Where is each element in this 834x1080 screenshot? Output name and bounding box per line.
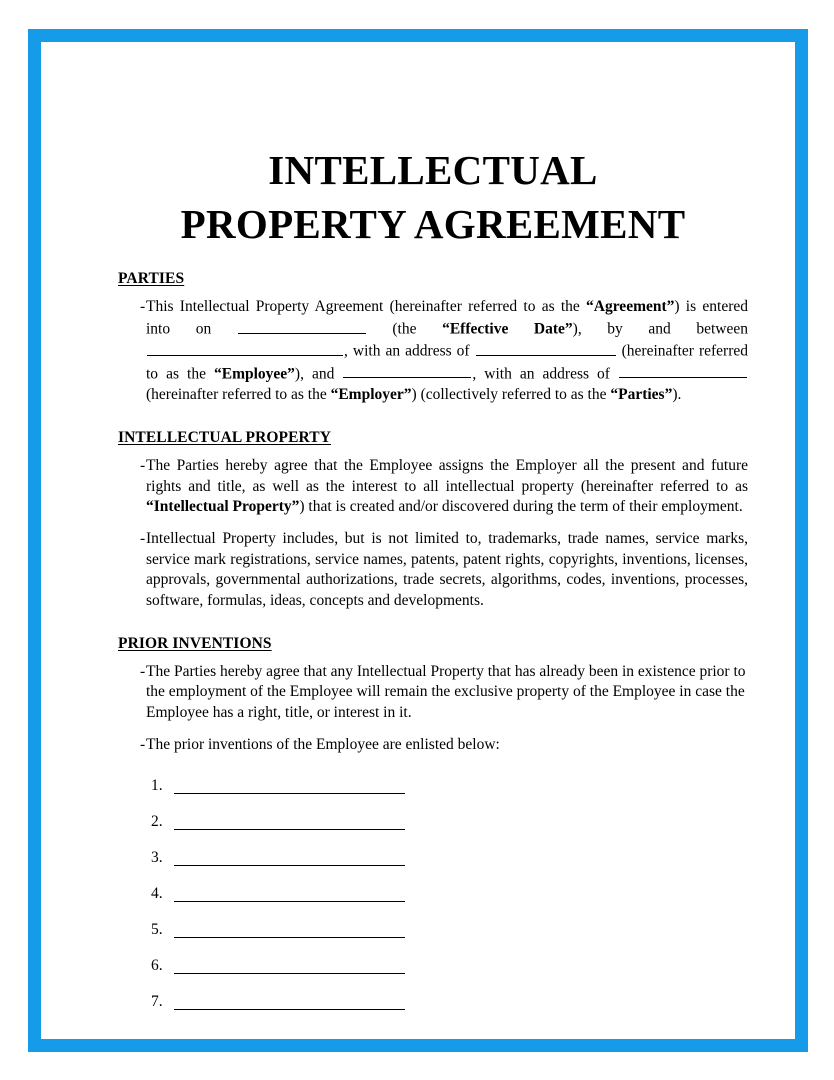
bullet-marker: - (140, 662, 146, 680)
defined-term: “Intellectual Property” (146, 498, 300, 516)
list-item (118, 988, 748, 1010)
bullet-text: Intellectual Property includes, but is not limited to, trademarks, trade names, service marks, service mark registrations, service names, patents, patent rights, copyrights, inventions, licenses, approvals, governmental authorizations, trade secrets, algorithms, codes, inventions, processes, software, formulas, ideas, concepts and developments. (146, 529, 748, 609)
list-item-number: 4. (151, 885, 163, 903)
section-heading-row (118, 429, 748, 447)
bullet-marker: - (140, 529, 146, 547)
fill-in-blank[interactable] (619, 363, 747, 379)
list-item (118, 880, 748, 902)
section-heading: PRIOR INVENTIONS (118, 634, 272, 652)
list-item-number: 3. (151, 849, 163, 867)
list-item-number: 7. (151, 993, 163, 1011)
list-item-number: 6. (151, 957, 163, 975)
list-item-blank-line[interactable] (174, 958, 405, 974)
bullet-paragraph (118, 662, 748, 724)
bullet-text: This Intellectual Property Agreement (hereinafter referred to as the “Agreement”) is entered into on (the “Effective Date”), by and between , with an address of (hereinafter referred to as the “Employee”), and , with an address of (hereinafter referred to as the “Employer”) (collectively referred to as the “Parties”). (146, 298, 748, 404)
bullet-paragraph (118, 735, 748, 756)
section-heading-row (118, 635, 748, 653)
defined-term: “Employee” (213, 365, 295, 383)
document-sheet (41, 42, 795, 1039)
fill-in-blank[interactable] (238, 318, 366, 334)
prior-inventions-list (118, 772, 748, 1010)
defined-term: “Agreement” (586, 298, 675, 316)
list-item-blank-line[interactable] (174, 778, 405, 794)
title-spacer (118, 251, 748, 270)
bullet-paragraph (118, 297, 748, 406)
section-heading: PARTIES (118, 270, 185, 288)
section-heading: INTELLECTUAL PROPERTY (118, 428, 331, 446)
document-body (118, 143, 748, 1024)
list-item-number: 2. (151, 813, 163, 831)
fill-in-blank[interactable] (343, 363, 471, 379)
defined-term: “Effective Date” (442, 320, 573, 338)
document-sections (118, 270, 748, 1010)
list-item (118, 916, 748, 938)
bullet-text: The prior inventions of the Employee are enlisted below: (146, 735, 500, 753)
list-item-blank-line[interactable] (174, 886, 405, 902)
section-spacer (118, 623, 748, 635)
list-item-blank-line[interactable] (174, 814, 405, 830)
list-item (118, 808, 748, 830)
fill-in-blank[interactable] (147, 340, 343, 356)
list-item-number: 5. (151, 921, 163, 939)
list-item-number: 1. (151, 777, 163, 795)
section-heading-row (118, 270, 748, 288)
bullet-marker: - (140, 735, 146, 753)
list-item (118, 772, 748, 794)
fill-in-blank[interactable] (476, 340, 616, 356)
bullet-text: The Parties hereby agree that the Employee assigns the Employer all the present and future rights and title, as well as the interest to all intellectual property (hereinafter referred to as “Intellectual Property”) that is created and/or discovered during the term of their employment. (146, 456, 748, 516)
section-spacer (118, 417, 748, 429)
defined-term: “Employer” (330, 386, 412, 404)
bullet-text: The Parties hereby agree that any Intellectual Property that has already been in existence prior to the employment of the Employee will remain the exclusive property of the Employee in case the Employee has a right, title, or interest in it. (146, 662, 746, 721)
list-item (118, 844, 748, 866)
list-item-blank-line[interactable] (174, 922, 405, 938)
document-title-line-2: PROPERTY AGREEMENT (180, 201, 686, 248)
page-border-frame (28, 29, 808, 1052)
document-title-line-1: INTELLECTUAL (268, 147, 598, 193)
bullet-marker: - (140, 456, 146, 474)
document-title (118, 143, 748, 251)
defined-term: “Parties” (610, 386, 673, 404)
list-item (118, 952, 748, 974)
bullet-paragraph (118, 529, 748, 612)
bullet-paragraph (118, 456, 748, 518)
bullet-marker: - (140, 298, 146, 316)
list-item-blank-line[interactable] (174, 850, 405, 866)
list-item-blank-line[interactable] (174, 994, 405, 1010)
